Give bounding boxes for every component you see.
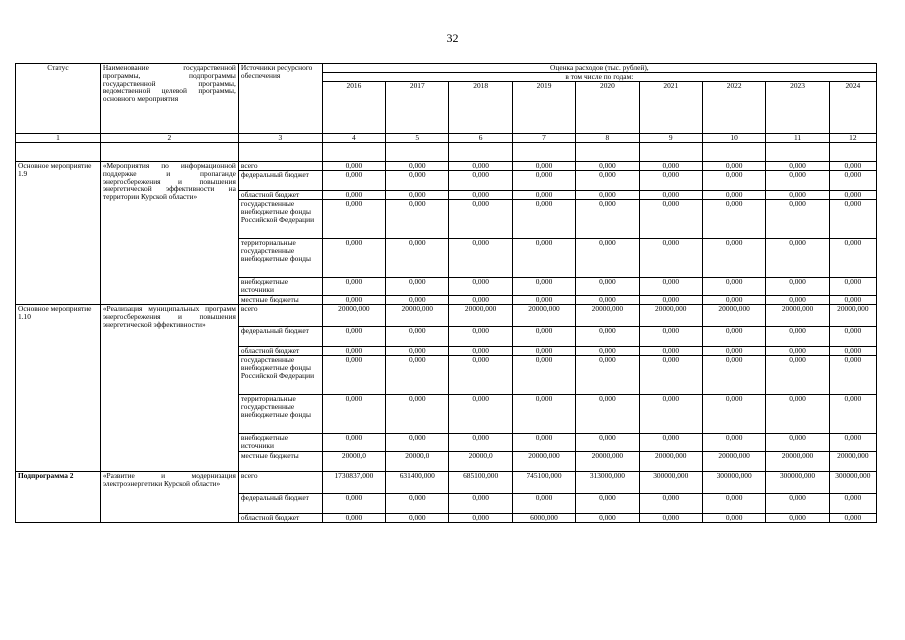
value-cell-2024: 0,000 xyxy=(829,347,876,356)
program-name-cell: «Развитие и модернизация электроэнергетики Курской области» xyxy=(100,472,238,523)
value-cell-2016: 0,000 xyxy=(322,514,385,523)
value-cell-2023: 0,000 xyxy=(766,347,829,356)
value-cell-2022: 20000,000 xyxy=(702,452,765,472)
value-cell-2021: 0,000 xyxy=(639,347,702,356)
value-cell-2022: 0,000 xyxy=(702,514,765,523)
value-cell-2022: 0,000 xyxy=(702,200,765,239)
value-cell-2021: 0,000 xyxy=(639,494,702,514)
column-number-2: 2 xyxy=(100,134,238,143)
value-cell-2024: 0,000 xyxy=(829,514,876,523)
value-cell-2023: 0,000 xyxy=(766,356,829,395)
spacer-row xyxy=(16,143,877,162)
value-cell-2016: 0,000 xyxy=(322,395,385,434)
value-cell-2024: 20000,000 xyxy=(829,452,876,472)
value-cell-2019: 0,000 xyxy=(512,434,575,452)
value-cell-2016: 0,000 xyxy=(322,191,385,200)
value-cell-2024: 20000,000 xyxy=(829,305,876,327)
value-cell-2019: 20000,000 xyxy=(512,452,575,472)
header-year-2020: 2020 xyxy=(576,82,639,134)
funding-source-cell: всего xyxy=(238,305,322,327)
column-number-5: 5 xyxy=(386,134,449,143)
value-cell-2021: 0,000 xyxy=(639,191,702,200)
table-row xyxy=(16,162,877,171)
value-cell-2023: 20000,000 xyxy=(766,452,829,472)
value-cell-2018: 0,000 xyxy=(449,200,512,239)
header-name: Наименование государственной программы, подпрограммы государственной программы, ведомственной целевой программы, основного мероприятия xyxy=(100,64,238,134)
funding-source-cell: областной бюджет xyxy=(238,347,322,356)
value-cell-2022: 0,000 xyxy=(702,395,765,434)
value-cell-2017: 631400,000 xyxy=(386,472,449,494)
value-cell-2021: 0,000 xyxy=(639,278,702,296)
header-year-2017: 2017 xyxy=(386,82,449,134)
value-cell-2023: 0,000 xyxy=(766,171,829,191)
value-cell-2018: 0,000 xyxy=(449,347,512,356)
value-cell-2017: 0,000 xyxy=(386,356,449,395)
header-year-2018: 2018 xyxy=(449,82,512,134)
value-cell-2019: 0,000 xyxy=(512,239,575,278)
funding-source-cell: федеральный бюджет xyxy=(238,494,322,514)
funding-source-cell: государственные внебюджетные фонды Российской Федерации xyxy=(238,200,322,239)
value-cell-2018: 0,000 xyxy=(449,239,512,278)
value-cell-2019: 0,000 xyxy=(512,327,575,347)
value-cell-2017: 0,000 xyxy=(386,434,449,452)
value-cell-2022: 0,000 xyxy=(702,191,765,200)
budget-table xyxy=(15,63,877,523)
value-cell-2017: 0,000 xyxy=(386,514,449,523)
value-cell-2024: 0,000 xyxy=(829,200,876,239)
value-cell-2016: 0,000 xyxy=(322,171,385,191)
header-year-2022: 2022 xyxy=(702,82,765,134)
value-cell-2020: 0,000 xyxy=(576,327,639,347)
value-cell-2018: 0,000 xyxy=(449,356,512,395)
value-cell-2021: 0,000 xyxy=(639,162,702,171)
value-cell-2020: 313000,000 xyxy=(576,472,639,494)
value-cell-2017: 0,000 xyxy=(386,278,449,296)
table-row xyxy=(16,305,877,327)
value-cell-2020: 0,000 xyxy=(576,191,639,200)
value-cell-2024: 0,000 xyxy=(829,434,876,452)
value-cell-2018: 0,000 xyxy=(449,514,512,523)
value-cell-2023: 0,000 xyxy=(766,395,829,434)
value-cell-2021: 0,000 xyxy=(639,200,702,239)
value-cell-2024: 0,000 xyxy=(829,239,876,278)
value-cell-2019: 0,000 xyxy=(512,395,575,434)
value-cell-2019: 0,000 xyxy=(512,162,575,171)
value-cell-2017: 20000,000 xyxy=(386,305,449,327)
value-cell-2024: 0,000 xyxy=(829,278,876,296)
value-cell-2021: 0,000 xyxy=(639,171,702,191)
value-cell-2019: 20000,000 xyxy=(512,305,575,327)
value-cell-2022: 300000,000 xyxy=(702,472,765,494)
value-cell-2019: 0,000 xyxy=(512,278,575,296)
value-cell-2017: 0,000 xyxy=(386,494,449,514)
value-cell-2023: 0,000 xyxy=(766,434,829,452)
value-cell-2019: 745100,000 xyxy=(512,472,575,494)
status-cell: Основное мероприятие 1.9 xyxy=(16,162,101,305)
value-cell-2019: 0,000 xyxy=(512,191,575,200)
column-number-12: 12 xyxy=(829,134,876,143)
status-cell: Подпрограмма 2 xyxy=(16,472,101,523)
value-cell-2018: 0,000 xyxy=(449,162,512,171)
value-cell-2016: 0,000 xyxy=(322,434,385,452)
header-status: Статус xyxy=(16,64,101,134)
value-cell-2020: 0,000 xyxy=(576,200,639,239)
value-cell-2021: 0,000 xyxy=(639,395,702,434)
program-name-cell: «Реализация муниципальных программ энергосбережения и повышения энергетической эффективности» xyxy=(100,305,238,472)
value-cell-2018: 0,000 xyxy=(449,296,512,305)
value-cell-2020: 0,000 xyxy=(576,239,639,278)
header-year-2024: 2024 xyxy=(829,82,876,134)
value-cell-2017: 0,000 xyxy=(386,239,449,278)
value-cell-2017: 0,000 xyxy=(386,395,449,434)
value-cell-2016: 20000,000 xyxy=(322,305,385,327)
program-name-cell: «Мероприятия по информационной поддержке и пропаганде энергосбережения и повышения энергетической эффективности на территории Курской области» xyxy=(100,162,238,305)
value-cell-2021: 0,000 xyxy=(639,434,702,452)
value-cell-2024: 0,000 xyxy=(829,191,876,200)
table-row xyxy=(16,472,877,494)
value-cell-2018: 0,000 xyxy=(449,278,512,296)
value-cell-2018: 20000,0 xyxy=(449,452,512,472)
column-number-6: 6 xyxy=(449,134,512,143)
value-cell-2021: 0,000 xyxy=(639,514,702,523)
value-cell-2016: 1730837,000 xyxy=(322,472,385,494)
value-cell-2024: 0,000 xyxy=(829,162,876,171)
value-cell-2018: 685100,000 xyxy=(449,472,512,494)
value-cell-2020: 0,000 xyxy=(576,514,639,523)
value-cell-2020: 0,000 xyxy=(576,356,639,395)
funding-source-cell: областной бюджет xyxy=(238,191,322,200)
funding-source-cell: областной бюджет xyxy=(238,514,322,523)
value-cell-2020: 0,000 xyxy=(576,395,639,434)
value-cell-2020: 0,000 xyxy=(576,347,639,356)
column-number-1: 1 xyxy=(16,134,101,143)
value-cell-2016: 0,000 xyxy=(322,200,385,239)
value-cell-2024: 0,000 xyxy=(829,395,876,434)
value-cell-2018: 0,000 xyxy=(449,434,512,452)
value-cell-2017: 0,000 xyxy=(386,327,449,347)
value-cell-2023: 20000,000 xyxy=(766,305,829,327)
header-year-2016: 2016 xyxy=(322,82,385,134)
value-cell-2022: 0,000 xyxy=(702,327,765,347)
value-cell-2016: 0,000 xyxy=(322,162,385,171)
value-cell-2024: 0,000 xyxy=(829,296,876,305)
value-cell-2021: 300000,000 xyxy=(639,472,702,494)
value-cell-2017: 0,000 xyxy=(386,200,449,239)
value-cell-2019: 0,000 xyxy=(512,494,575,514)
value-cell-2020: 20000,000 xyxy=(576,452,639,472)
funding-source-cell: территориальные государственные внебюджетные фонды xyxy=(238,395,322,434)
value-cell-2020: 0,000 xyxy=(576,162,639,171)
column-number-9: 9 xyxy=(639,134,702,143)
value-cell-2020: 0,000 xyxy=(576,278,639,296)
funding-source-cell: внебюджетные источники xyxy=(238,434,322,452)
value-cell-2023: 0,000 xyxy=(766,494,829,514)
value-cell-2016: 0,000 xyxy=(322,494,385,514)
value-cell-2016: 0,000 xyxy=(322,356,385,395)
funding-source-cell: федеральный бюджет xyxy=(238,327,322,347)
value-cell-2016: 0,000 xyxy=(322,278,385,296)
value-cell-2022: 0,000 xyxy=(702,347,765,356)
funding-source-cell: местные бюджеты xyxy=(238,452,322,472)
value-cell-2023: 0,000 xyxy=(766,514,829,523)
value-cell-2017: 0,000 xyxy=(386,347,449,356)
funding-source-cell: федеральный бюджет xyxy=(238,171,322,191)
value-cell-2018: 0,000 xyxy=(449,191,512,200)
value-cell-2021: 20000,000 xyxy=(639,452,702,472)
value-cell-2017: 0,000 xyxy=(386,171,449,191)
column-number-10: 10 xyxy=(702,134,765,143)
value-cell-2020: 20000,000 xyxy=(576,305,639,327)
value-cell-2024: 0,000 xyxy=(829,494,876,514)
value-cell-2016: 20000,0 xyxy=(322,452,385,472)
funding-source-cell: всего xyxy=(238,162,322,171)
value-cell-2017: 0,000 xyxy=(386,296,449,305)
value-cell-2021: 0,000 xyxy=(639,239,702,278)
column-number-4: 4 xyxy=(322,134,385,143)
value-cell-2020: 0,000 xyxy=(576,434,639,452)
funding-source-cell: местные бюджеты xyxy=(238,296,322,305)
status-cell: Основное мероприятие 1.10 xyxy=(16,305,101,472)
value-cell-2023: 0,000 xyxy=(766,296,829,305)
value-cell-2019: 0,000 xyxy=(512,356,575,395)
value-cell-2018: 0,000 xyxy=(449,171,512,191)
value-cell-2024: 0,000 xyxy=(829,356,876,395)
value-cell-2018: 0,000 xyxy=(449,395,512,434)
value-cell-2020: 0,000 xyxy=(576,494,639,514)
value-cell-2023: 300000,000 xyxy=(766,472,829,494)
value-cell-2022: 0,000 xyxy=(702,356,765,395)
value-cell-2024: 0,000 xyxy=(829,327,876,347)
value-cell-2022: 0,000 xyxy=(702,296,765,305)
value-cell-2016: 0,000 xyxy=(322,296,385,305)
value-cell-2016: 0,000 xyxy=(322,239,385,278)
value-cell-2019: 6000,000 xyxy=(512,514,575,523)
value-cell-2019: 0,000 xyxy=(512,200,575,239)
value-cell-2024: 0,000 xyxy=(829,171,876,191)
funding-source-cell: государственные внебюджетные фонды Российской Федерации xyxy=(238,356,322,395)
value-cell-2020: 0,000 xyxy=(576,296,639,305)
value-cell-2022: 0,000 xyxy=(702,278,765,296)
value-cell-2023: 0,000 xyxy=(766,191,829,200)
value-cell-2022: 0,000 xyxy=(702,171,765,191)
value-cell-2023: 0,000 xyxy=(766,162,829,171)
value-cell-2016: 0,000 xyxy=(322,327,385,347)
header-sources: Источники ресурсного обеспечения xyxy=(238,64,322,134)
value-cell-2018: 0,000 xyxy=(449,494,512,514)
value-cell-2019: 0,000 xyxy=(512,296,575,305)
column-number-11: 11 xyxy=(766,134,829,143)
value-cell-2018: 20000,000 xyxy=(449,305,512,327)
value-cell-2019: 0,000 xyxy=(512,171,575,191)
column-number-8: 8 xyxy=(576,134,639,143)
header-year-2021: 2021 xyxy=(639,82,702,134)
column-number-7: 7 xyxy=(512,134,575,143)
funding-source-cell: внебюджетные источники xyxy=(238,278,322,296)
funding-source-cell: всего xyxy=(238,472,322,494)
value-cell-2022: 0,000 xyxy=(702,162,765,171)
value-cell-2023: 0,000 xyxy=(766,327,829,347)
value-cell-2019: 0,000 xyxy=(512,347,575,356)
value-cell-2017: 0,000 xyxy=(386,191,449,200)
page-number: 32 xyxy=(446,31,459,45)
value-cell-2023: 0,000 xyxy=(766,239,829,278)
value-cell-2021: 0,000 xyxy=(639,327,702,347)
value-cell-2022: 0,000 xyxy=(702,239,765,278)
value-cell-2018: 0,000 xyxy=(449,327,512,347)
value-cell-2021: 20000,000 xyxy=(639,305,702,327)
value-cell-2023: 0,000 xyxy=(766,278,829,296)
value-cell-2024: 300000,000 xyxy=(829,472,876,494)
value-cell-2017: 20000,0 xyxy=(386,452,449,472)
value-cell-2023: 0,000 xyxy=(766,200,829,239)
value-cell-2021: 0,000 xyxy=(639,356,702,395)
header-by-years: в том числе по годам: xyxy=(322,73,876,82)
value-cell-2021: 0,000 xyxy=(639,296,702,305)
header-estimate: Оценка расходов (тыс. рублей), xyxy=(322,64,876,73)
header-year-2019: 2019 xyxy=(512,82,575,134)
column-number-3: 3 xyxy=(238,134,322,143)
value-cell-2022: 0,000 xyxy=(702,494,765,514)
value-cell-2016: 0,000 xyxy=(322,347,385,356)
value-cell-2017: 0,000 xyxy=(386,162,449,171)
value-cell-2020: 0,000 xyxy=(576,171,639,191)
header-year-2023: 2023 xyxy=(766,82,829,134)
value-cell-2022: 0,000 xyxy=(702,434,765,452)
value-cell-2022: 20000,000 xyxy=(702,305,765,327)
funding-source-cell: территориальные государственные внебюджетные фонды xyxy=(238,239,322,278)
